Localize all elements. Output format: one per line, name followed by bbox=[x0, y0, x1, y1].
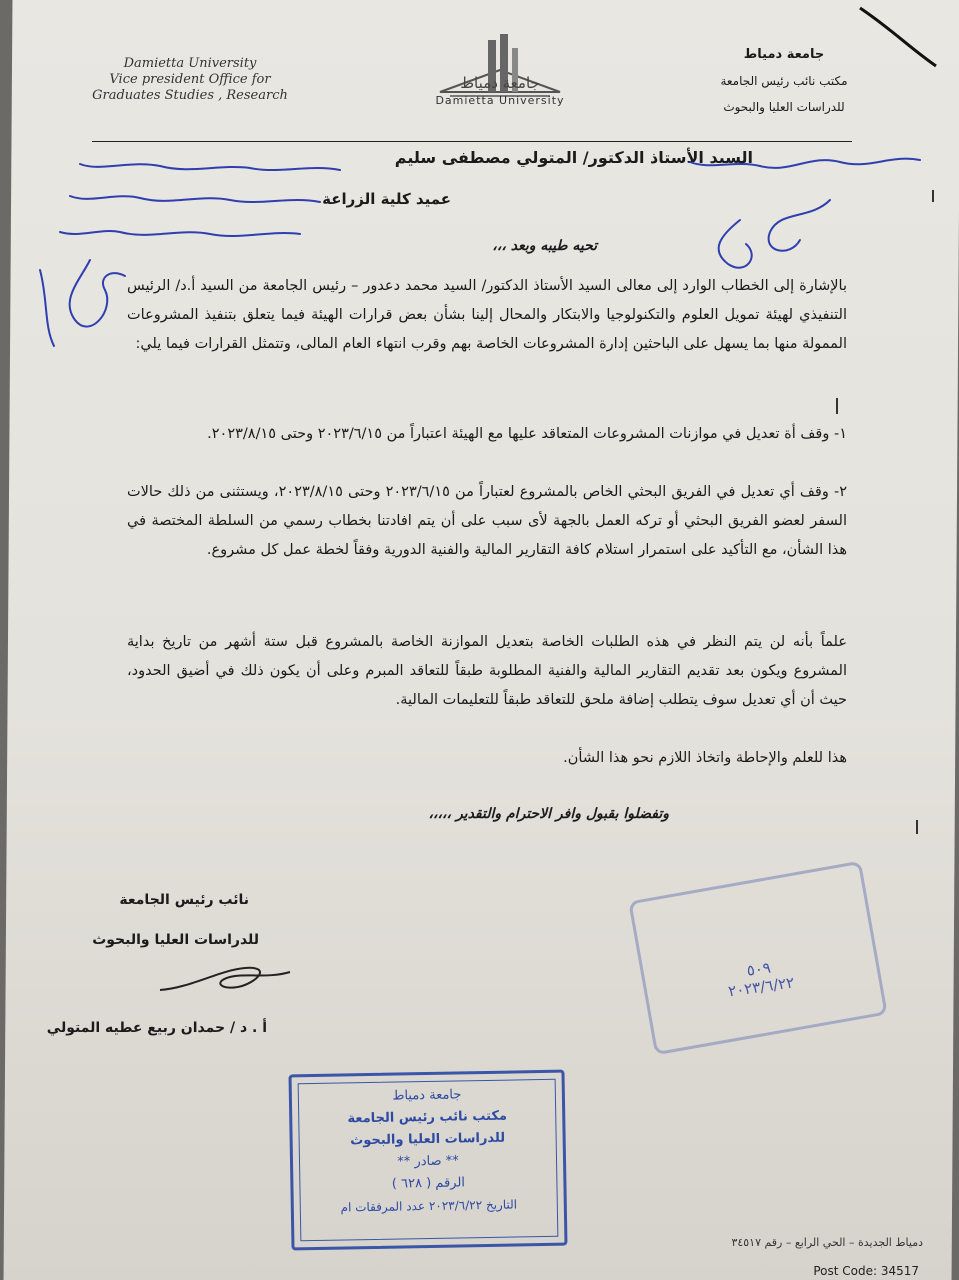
outgoing-stamp bbox=[288, 1070, 567, 1251]
footer-address: دمياط الجديدة – الحي الرابع – رقم ٣٤٥١٧ bbox=[731, 1236, 923, 1249]
header-ar-line1: جامعة دمياط bbox=[743, 47, 825, 62]
header-en-line3: Graduates Studies , Research bbox=[92, 88, 288, 103]
paragraph-note: علماً بأنه لن يتم النظر في هذه الطلبات الخاصة بتعديل الموازنة الخاصة بالمشروع قبل ستة أشهر من تاريخ بداية المشروع ويكون بعد تقديم التقارير المالية والفنية المطلوبة طبقاً للتعاقد المبرم وعلى أن يكون ذلك في أضيق الحدود، حيث أن أي تعديل سوف يتطلب إضافة ملحق للتعاقد طبقاً للتعليمات المالية. bbox=[127, 634, 847, 708]
logo-english-text: Damietta University bbox=[435, 94, 565, 107]
paragraph-final: هذا للعلم والإحاطة واتخاذ اللازم نحو هذا الشأن. bbox=[563, 750, 847, 766]
stamp-line-3: للدراسات العليا والبحوث bbox=[350, 1130, 506, 1149]
paragraph-item-2: ٢- وقف أي تعديل في الفريق البحثي الخاص بالمشروع لعتباراً من ٢٠٢٣/٦/١٥ وحتى ٢٠٢٣/٨/١٥، ويستثنى من ذلك حالات السفر لعضو الفريق البحثي أو تركه العمل بالجهة لأى سبب على أن يتم افادتنا بخطاب رسمي من السلطة المختصة في هذا الشأن، مع التأكيد على استمرار استلام كافة التقارير المالية والفنية الدورية وفقاً لخطة عمل كل مشروع. bbox=[127, 484, 847, 558]
incoming-stamp-date: ٢٠٢٣/٦/٢٢ bbox=[727, 973, 796, 1001]
greeting: تحيه طيبه وبعد ،،، bbox=[492, 238, 597, 254]
header-english bbox=[80, 56, 300, 104]
header-en-line1: Damietta University bbox=[123, 56, 257, 71]
margin-tick bbox=[836, 398, 838, 414]
header-en-line2: Vice president Office for bbox=[109, 72, 271, 87]
stamp-line-5: الرقم ( ٦٢٨ ) bbox=[391, 1175, 466, 1192]
paragraph-item-1: ١- وقف أة تعديل في موازنات المشروعات المتعاقد عليها مع الهيئة اعتباراً من ٢٠٢٣/٦/١٥ وحتى ٢٠٢٣/٨/١٥. bbox=[207, 426, 847, 442]
stamp-line-1: جامعة دمياط bbox=[392, 1087, 462, 1104]
footer-postcode: Post Code: 34517 bbox=[813, 1264, 919, 1278]
paragraph-intro: بالإشارة إلى الخطاب الوارد إلى معالى السيد الأستاذ الدكتور/ السيد محمد دعدور – رئيس الجامعة من السيد أ.د/ الرئيس التنفيذي لهيئة تمويل العلوم والتكنولوجيا والابتكار والمحال إلينا بشأن بعض قرارات الهيئة فيما يتعلق بتنفيذ المشروعات الممولة منها بما يسهل على الباحثين إدارة المشروعات الخاصة بهم وقرب انتهاء العام المالى، وتتمثل القرارات فيما يلي: bbox=[127, 278, 847, 352]
addressee-name: السيد الأستاذ الدكتور/ المتولي مصطفى سليم bbox=[394, 148, 753, 167]
handwritten-signature bbox=[150, 950, 300, 1010]
handwritten-note-left bbox=[20, 150, 350, 350]
header-ar-line2: مكتب نائب رئيس الجامعة bbox=[720, 74, 848, 88]
margin-tick bbox=[932, 190, 934, 202]
stamp-line-4: ** صادر ** bbox=[397, 1153, 459, 1170]
signature-title-2: للدراسات العليا والبحوث bbox=[92, 932, 259, 948]
incoming-stamp-number: ٥٠٩ bbox=[745, 958, 772, 980]
logo-arabic-text: جامعة دمياط bbox=[460, 74, 540, 92]
stamp-line-6: التاريخ ٢٠٢٣/٦/٢٢ عدد المرفقات ام bbox=[340, 1197, 518, 1215]
signature-title-1: نائب رئيس الجامعة bbox=[119, 892, 249, 908]
signatory-name: أ . د / حمدان ربيع عطيه المتولي bbox=[46, 1020, 267, 1036]
handwritten-note-right bbox=[680, 140, 930, 280]
addressee-title: عميد كلية الزراعة bbox=[322, 190, 451, 208]
pen-mark bbox=[850, 0, 950, 80]
stamp-line-2: مكتب نائب رئيس الجامعة bbox=[347, 1108, 508, 1127]
margin-tick bbox=[916, 820, 918, 834]
closing-line: وتفضلوا بقبول وافر الاحترام والتقدير ،،،،، bbox=[428, 806, 669, 822]
header-ar-line3: للدراسات العليا والبحوث bbox=[723, 100, 845, 114]
